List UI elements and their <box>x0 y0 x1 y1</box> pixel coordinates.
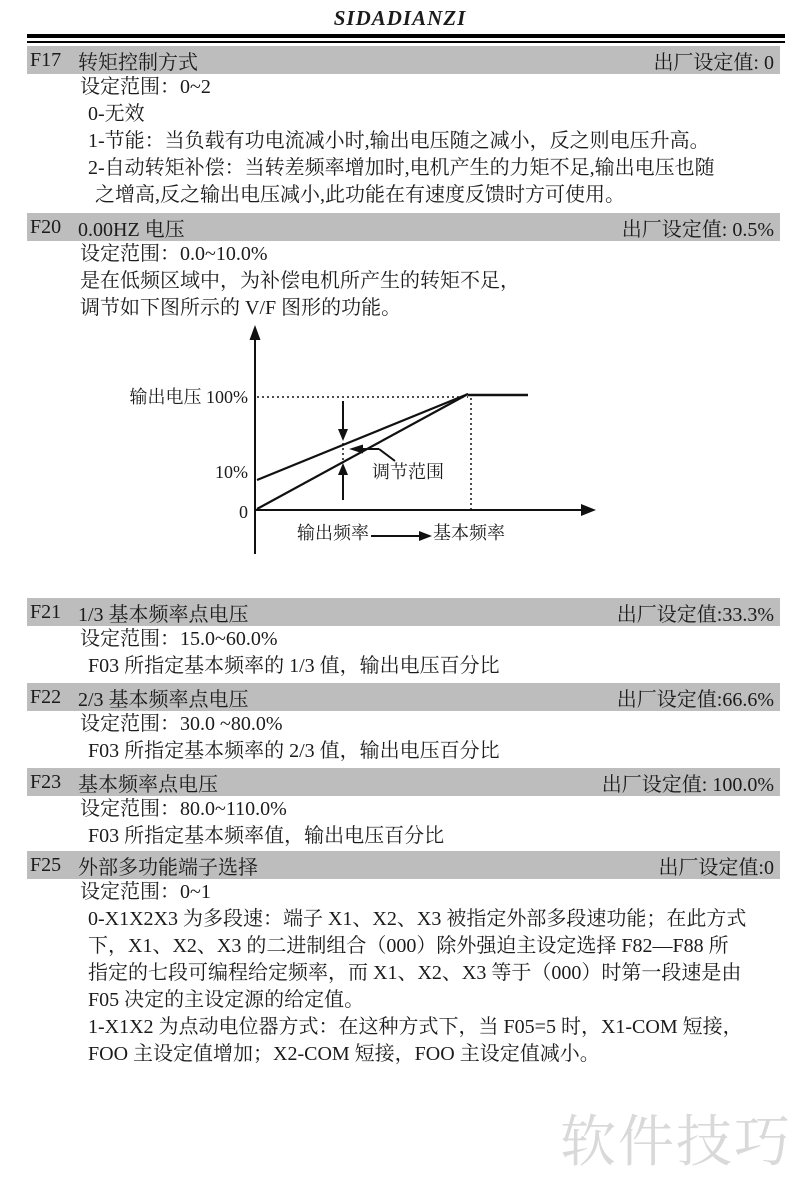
param-title: 基本频率点电压 <box>78 773 218 796</box>
origin-tick: 0 <box>239 502 248 522</box>
param-default-value: 出厂设定值:33.3% <box>616 603 774 626</box>
param-code: F25 <box>30 853 62 876</box>
param-header-f21 <box>27 598 780 626</box>
param-title: 0.00HZ 电压 <box>78 218 185 241</box>
param-code: F21 <box>30 600 62 623</box>
param-line: F03 所指定基本频率的 2/3 值，输出电压百分比 <box>88 740 500 762</box>
param-header-f17 <box>27 46 780 74</box>
param-header-f23 <box>27 768 780 796</box>
param-line: 设定范围：0~1 <box>80 881 211 903</box>
watermark: 软件技巧 <box>560 1110 792 1175</box>
header-divider <box>27 34 785 43</box>
param-line: 指定的七段可编程给定频率，而 X1、X2、X3 等于（000）时第一段速是由 <box>88 962 742 984</box>
y-axis-label <box>120 387 248 407</box>
param-line: 1-节能：当负载有功电流减小时,输出电压随之减小，反之则电压升高。 <box>88 130 710 152</box>
param-line: 之增高,反之输出电压减小,此功能在有速度反馈时方可使用。 <box>95 184 625 206</box>
param-line: 是在低频区域中，为补偿电机所产生的转矩不足， <box>80 270 520 292</box>
adjust-range-label: 调节范围 <box>372 462 444 482</box>
param-header-f20 <box>27 213 780 241</box>
param-code: F17 <box>30 48 62 71</box>
param-title: 2/3 基本频率点电压 <box>78 688 249 711</box>
output-voltage-label: 输出电压 <box>129 387 202 407</box>
param-line: 设定范围：80.0~110.0% <box>80 798 287 820</box>
param-line: 设定范围：15.0~60.0% <box>80 628 278 650</box>
param-title: 1/3 基本频率点电压 <box>78 603 249 626</box>
param-title: 转矩控制方式 <box>78 51 198 74</box>
param-line: 1-X1X2 为点动电位器方式：在这种方式下，当 F05=5 时，X1-COM 短接， <box>88 1016 743 1038</box>
param-line: FOO 主设定值增加；X2-COM 短接，FOO 主设定值减小。 <box>88 1043 600 1065</box>
param-code: F20 <box>30 215 62 238</box>
param-default-value: 出厂设定值: 100.0% <box>601 773 774 796</box>
param-line: 设定范围：0.0~10.0% <box>80 243 268 265</box>
y-tick-10: 10% <box>215 462 248 482</box>
param-line: 设定范围：0~2 <box>80 76 211 98</box>
param-code: F22 <box>30 685 62 708</box>
param-line: 调节如下图所示的 V/F 图形的功能。 <box>80 297 402 319</box>
x-label-output-frequency: 输出频率 <box>297 523 369 543</box>
vf-diagram-canvas <box>0 322 800 598</box>
param-default-value: 出厂设定值:66.6% <box>616 688 774 711</box>
param-line: 2-自动转矩补偿：当转差频率增加时,电机产生的力矩不足,输出电压也随 <box>88 157 715 179</box>
param-line: 设定范围：30.0 ~80.0% <box>80 713 283 735</box>
param-header-f22 <box>27 683 780 711</box>
y-tick-100: 100% <box>206 387 248 407</box>
param-line: F05 决定的主设定源的给定值。 <box>88 989 365 1011</box>
param-title: 外部多功能端子选择 <box>78 856 258 879</box>
param-line: 0-X1X2X3 为多段速：端子 X1、X2、X3 被指定外部多段速功能；在此方式 <box>88 908 747 930</box>
page-title: SIDADIANZI <box>333 6 467 30</box>
vf-diagram <box>0 322 800 598</box>
param-line: 下，X1、X2、X3 的二进制组合（000）除外强迫主设定选择 F82—F88 所 <box>88 935 729 957</box>
x-label-base-frequency: 基本频率 <box>433 523 505 543</box>
param-default-value: 出厂设定值: 0 <box>653 51 774 74</box>
param-line: F03 所指定基本频率值，输出电压百分比 <box>88 825 445 847</box>
param-header-f25 <box>27 851 780 879</box>
param-line: 0-无效 <box>88 103 145 125</box>
param-default-value: 出厂设定值: 0.5% <box>621 218 774 241</box>
param-code: F23 <box>30 770 62 793</box>
param-default-value: 出厂设定值:0 <box>658 856 774 879</box>
param-line: F03 所指定基本频率的 1/3 值，输出电压百分比 <box>88 655 500 677</box>
